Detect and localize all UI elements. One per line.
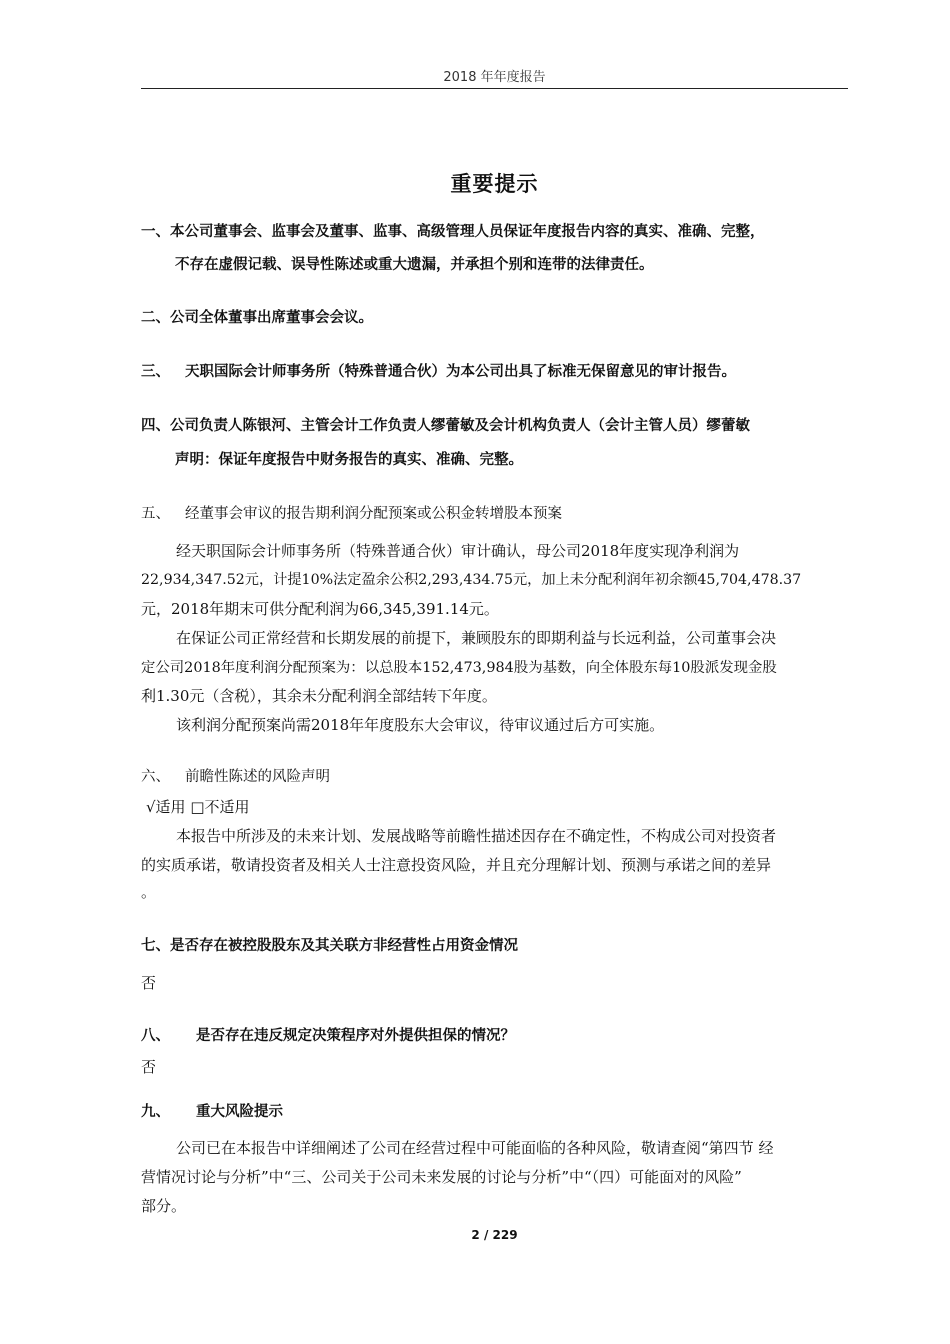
- s5-p2-line-2: 定公司2018年度利润分配预案为：以总股本152,473,984股为基数，向全体股东每10股派发现金股: [141, 660, 777, 676]
- s2-line: 二、公司全体董事出席董事会会议。: [141, 310, 373, 326]
- header-divider: [141, 88, 848, 89]
- s5-p2-line-3: 利1.30元（含税），其余未分配利润全部结转下年度。: [141, 687, 497, 705]
- s3-line: [141, 360, 736, 381]
- s9-p-line-1: 公司已在本报告中详细阐述了公司在经营过程中可能面临的各种风险，敬请查阅“第四节 经: [176, 1139, 774, 1157]
- s3-text: 天职国际会计师事务所（特殊普通合伙）为本公司出具了标准无保留意见的审计报告。: [185, 364, 736, 380]
- s1-line-2: 不存在虚假记载、误导性陈述或重大遗漏，并承担个别和连带的法律责任。: [175, 257, 654, 273]
- s5-heading-text: 经董事会审议的报告期利润分配预案或公积金转增股本预案: [185, 506, 562, 522]
- s8-answer: 否: [141, 1058, 157, 1076]
- page-title: 重要提示: [450, 172, 539, 196]
- s3-number: 三、: [141, 364, 170, 380]
- s4-line-1: 四、公司负责人陈银河、主管会计工作负责人缪蕾敏及会计机构负责人（会计主管人员）缪蕾敏: [141, 418, 750, 434]
- s8-number: 八、: [141, 1028, 170, 1044]
- s8-heading-text: 是否存在违反规定决策程序对外提供担保的情况？: [196, 1028, 515, 1044]
- page-number: 2 / 229: [471, 1228, 518, 1242]
- s6-heading-text: 前瞻性陈述的风险声明: [185, 769, 330, 785]
- s5-p3: 该利润分配预案尚需2018年年度股东大会审议，待审议通过后方可实施。: [176, 716, 665, 734]
- s6-number: 六、: [141, 769, 170, 785]
- s9-heading-text: 重大风险提示: [196, 1104, 283, 1120]
- s9-number: 九、: [141, 1104, 170, 1120]
- s8-heading: [141, 1024, 515, 1045]
- s6-p-line-2: 的实质承诺，敬请投资者及相关人士注意投资风险，并且充分理解计划、预测与承诺之间的差异: [141, 856, 772, 874]
- s7-heading: 七、是否存在被控股股东及其关联方非经营性占用资金情况: [141, 938, 518, 954]
- s4-line-2: 声明：保证年度报告中财务报告的真实、准确、完整。: [175, 452, 523, 468]
- s6-options: √适用 □不适用: [146, 798, 250, 816]
- s5-p2-line-1: 在保证公司正常经营和长期发展的前提下，兼顾股东的即期利益与长远利益，公司董事会决: [176, 629, 777, 647]
- s9-p-line-3: 部分。: [141, 1197, 187, 1215]
- s9-heading: [141, 1100, 283, 1121]
- s5-p1-line-2: 22,934,347.52元，计提10%法定盈余公积2,293,434.75元，加上未分配利润年初余额45,704,478.37: [141, 572, 802, 588]
- s9-p-line-2: 营情况讨论与分析”中“三、公司关于公司未来发展的讨论与分析”中“（四）可能面对的风险”: [141, 1168, 742, 1186]
- s6-p-line-3: 。: [141, 883, 157, 901]
- s1-line-1: 一、本公司董事会、监事会及董事、监事、高级管理人员保证年度报告内容的真实、准确、完整，: [141, 224, 765, 240]
- s5-heading: [141, 502, 562, 523]
- running-header: 2018 年年度报告: [443, 70, 546, 85]
- s7-answer: 否: [141, 974, 157, 992]
- s5-p1-line-3: 元，2018年期末可供分配利润为66,345,391.14元。: [141, 600, 499, 618]
- s5-p1-line-1: 经天职国际会计师事务所（特殊普通合伙）审计确认，母公司2018年度实现净利润为: [176, 542, 740, 560]
- s5-number: 五、: [141, 506, 170, 522]
- s6-heading: [141, 765, 330, 786]
- s6-p-line-1: 本报告中所涉及的未来计划、发展战略等前瞻性描述因存在不确定性，不构成公司对投资者: [176, 827, 777, 845]
